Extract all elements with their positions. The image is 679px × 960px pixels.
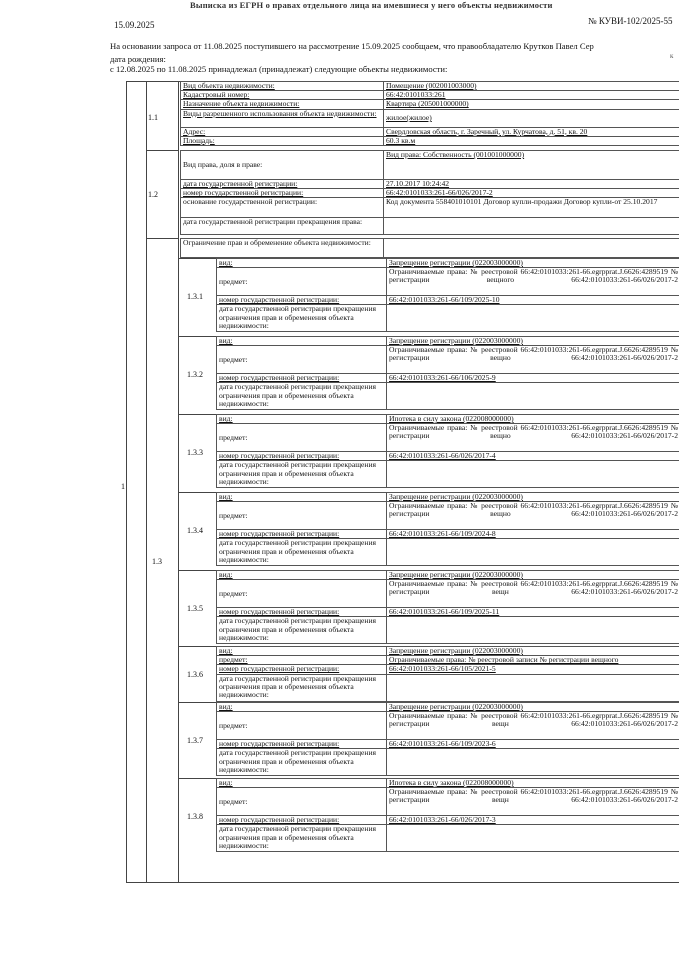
right-info-row bbox=[181, 198, 679, 218]
intro-tick: к bbox=[670, 52, 674, 60]
encumbrance-table bbox=[216, 414, 679, 488]
encumbrance-end-date-label: дата государственной регистрации прекращения ограничения прав и обременения объекта недвижимости: bbox=[217, 825, 387, 852]
object-info-row bbox=[181, 82, 679, 91]
encumbrance-row-kind bbox=[217, 415, 679, 424]
encumbrance-subject-value: Ограничиваемые права: № реестровой 66:42:0101033:261-66.egrpprat.J.6626:4289519 № регистрации вещного 66:42:0101033:261-66/026/2017-2 bbox=[387, 268, 679, 296]
encumbrance-title: Ограничение прав и обременение объекта недвижимости: bbox=[181, 239, 384, 258]
encumbrance-reg-no-value: 66:42:0101033:261-66/106/2025-9 bbox=[387, 374, 679, 383]
right-info-label: номер государственной регистрации: bbox=[181, 189, 384, 198]
encumbrance-subject-label: предмет: bbox=[217, 712, 387, 740]
encumbrance-row-subject bbox=[217, 502, 679, 530]
encumbrance-end-date-label: дата государственной регистрации прекращения ограничения прав и обременения объекта недвижимости: bbox=[217, 539, 387, 566]
encumbrance-kind-value: Запрещение регистрации (022003000000) bbox=[387, 703, 679, 712]
encumbrance-number-cell bbox=[178, 702, 217, 776]
encumbrance-row-kind bbox=[217, 571, 679, 580]
encumbrance-row-kind bbox=[217, 259, 679, 268]
object-info-row bbox=[181, 91, 679, 100]
encumbrance-reg-no-value: 66:42:0101033:261-66/105/2021-5 bbox=[387, 665, 679, 674]
encumbrance-table bbox=[216, 702, 679, 776]
right-info-value bbox=[384, 218, 679, 235]
encumbrance-kind-value: Ипотека в силу закона (022008000000) bbox=[387, 415, 679, 424]
encumbrance-end-date-value bbox=[387, 383, 679, 410]
encumbrance-row-end-date bbox=[217, 539, 679, 566]
object-info-row bbox=[181, 109, 679, 127]
encumbrance-row-reg-no bbox=[217, 665, 679, 674]
encumbrance-row-reg-no bbox=[217, 608, 679, 617]
encumbrance-number-cell bbox=[178, 258, 217, 332]
object-info-row bbox=[181, 127, 679, 136]
encumbrance-number-cell bbox=[178, 492, 217, 566]
right-info-value: 66:42:0101033:261-66/026/2017-2 bbox=[384, 189, 679, 198]
object-info-value: Свердловская область, г. Заречный, ул. Курчатова, д. 51, кв. 20 bbox=[384, 127, 679, 136]
encumbrance-subject-label: предмет: bbox=[217, 346, 387, 374]
encumbrance-kind-value: Запрещение регистрации (022003000000) bbox=[387, 571, 679, 580]
encumbrance-subject-value: Ограничиваемые права: № реестровой 66:42:0101033:261-66.egrpprat.J.6626:4289519 № регистрации вещн 66:42:0101033:261-66/026/2017-2 bbox=[387, 712, 679, 740]
encumbrance-row-subject bbox=[217, 656, 679, 665]
encumbrance-row-end-date bbox=[217, 383, 679, 410]
encumbrance-number-cell bbox=[178, 336, 217, 410]
object-info-label: Назначение объекта недвижимости: bbox=[181, 100, 384, 109]
encumbrance-end-date-label: дата государственной регистрации прекращения ограничения прав и обременения объекта недвижимости: bbox=[217, 674, 387, 701]
encumbrance-reg-no-label: номер государственной регистрации: bbox=[217, 740, 387, 749]
encumbrance-number: 1.3.6 bbox=[187, 670, 203, 679]
right-info-label: Вид права, доля в праве: bbox=[181, 151, 384, 180]
encumbrance-end-date-label: дата государственной регистрации прекращения ограничения прав и обременения объекта недвижимости: bbox=[217, 617, 387, 644]
section-divider bbox=[146, 150, 178, 151]
object-info-value: жилое(жилое) bbox=[384, 109, 679, 127]
intro-line-1: На основании запроса от 11.08.2025 поступившего на рассмотрение 15.09.2025 сообщаем, что правообладателю Крутков Павел Сер bbox=[110, 41, 594, 51]
right-info-row bbox=[181, 189, 679, 198]
encumbrance-end-date-label: дата государственной регистрации прекращения ограничения прав и обременения объекта недвижимости: bbox=[217, 305, 387, 332]
encumbrance-title-value bbox=[384, 239, 679, 258]
encumbrance-number-cell bbox=[178, 778, 217, 852]
object-info-label: Виды разрешенного использования объекта недвижимости: bbox=[181, 109, 384, 127]
encumbrance-kind-label: вид: bbox=[217, 703, 387, 712]
encumbrance-end-date-label: дата государственной регистрации прекращения ограничения прав и обременения объекта недвижимости: bbox=[217, 461, 387, 488]
right-info-row bbox=[181, 180, 679, 189]
encumbrance-row-end-date bbox=[217, 461, 679, 488]
section-number-column bbox=[146, 81, 179, 883]
encumbrance-reg-no-label: номер государственной регистрации: bbox=[217, 530, 387, 539]
encumbrance-reg-no-value: 66:42:0101033:261-66/026/2017-4 bbox=[387, 452, 679, 461]
encumbrance-row-end-date bbox=[217, 749, 679, 776]
right-info-label: дата государственной регистрации: bbox=[181, 180, 384, 189]
encumbrance-subject-label: предмет: bbox=[217, 788, 387, 816]
object-info-value: 66:42:0101033:261 bbox=[384, 91, 679, 100]
intro-line-2: дата рождения: bbox=[110, 54, 166, 64]
encumbrance-table bbox=[216, 778, 679, 852]
encumbrance-subject-label: предмет: bbox=[217, 502, 387, 530]
encumbrance-number: 1.3.8 bbox=[187, 812, 203, 821]
encumbrance-row-subject bbox=[217, 268, 679, 296]
encumbrance-subject-value: Ограничиваемые права: № реестровой 66:42:0101033:261-66.egrpprat.J.6626:4289519 № регистрации вещно 66:42:0101033:261-66/026/2017-2 bbox=[387, 502, 679, 530]
encumbrance-kind-label: вид: bbox=[217, 571, 387, 580]
encumbrance-subject-value: Ограничиваемые права: № реестровой 66:42:0101033:261-66.egrpprat.J.6626:4289519 № регистрации вещно 66:42:0101033:261-66/026/2017-2 bbox=[387, 424, 679, 452]
encumbrance-kind-value: Запрещение регистрации (022003000000) bbox=[387, 259, 679, 268]
encumbrance-subject-value: Ограничиваемые права: № реестровой 66:42:0101033:261-66.egrpprat.J.6626:4289519 № регистрации вещн 66:42:0101033:261-66/026/2017-2 bbox=[387, 788, 679, 816]
encumbrance-kind-label: вид: bbox=[217, 493, 387, 502]
encumbrance-row-kind bbox=[217, 703, 679, 712]
object-info-value: Помещение (002001003000) bbox=[384, 82, 679, 91]
right-info-label: дата государственной регистрации прекращения права: bbox=[181, 218, 384, 235]
encumbrance-row-end-date bbox=[217, 617, 679, 644]
intro-line-3: с 12.08.2025 по 11.08.2025 принадлежал (принадлежат) следующие объекты недвижимости: bbox=[110, 64, 448, 74]
encumbrance-end-date-value bbox=[387, 305, 679, 332]
encumbrance-number-cell bbox=[178, 646, 217, 701]
encumbrance-end-date-value bbox=[387, 617, 679, 644]
encumbrance-row-end-date bbox=[217, 305, 679, 332]
encumbrance-kind-label: вид: bbox=[217, 779, 387, 788]
encumbrance-reg-no-label: номер государственной регистрации: bbox=[217, 374, 387, 383]
encumbrance-reg-no-value: 66:42:0101033:261-66/026/2017-3 bbox=[387, 816, 679, 825]
encumbrance-kind-value: Запрещение регистрации (022003000000) bbox=[387, 337, 679, 346]
encumbrance-table bbox=[216, 570, 679, 644]
encumbrance-row-reg-no bbox=[217, 452, 679, 461]
encumbrance-row-reg-no bbox=[217, 816, 679, 825]
encumbrance-table bbox=[216, 258, 679, 332]
encumbrance-end-date-value bbox=[387, 461, 679, 488]
encumbrance-end-date-value bbox=[387, 674, 679, 701]
record-number-column bbox=[126, 81, 147, 883]
encumbrance-title-table bbox=[180, 238, 679, 258]
encumbrance-row-subject bbox=[217, 788, 679, 816]
encumbrance-end-date-label: дата государственной регистрации прекращения ограничения прав и обременения объекта недвижимости: bbox=[217, 749, 387, 776]
object-info-label: Вид объекта недвижимости: bbox=[181, 82, 384, 91]
object-info-row bbox=[181, 136, 679, 145]
encumbrance-kind-value: Запрещение регистрации (022003000000) bbox=[387, 493, 679, 502]
encumbrance-end-date-value bbox=[387, 749, 679, 776]
encumbrance-row-reg-no bbox=[217, 530, 679, 539]
encumbrance-end-date-value bbox=[387, 825, 679, 852]
encumbrance-end-date-value bbox=[387, 539, 679, 566]
right-info-row bbox=[181, 151, 679, 180]
encumbrance-subject-label: предмет: bbox=[217, 268, 387, 296]
encumbrance-table bbox=[216, 646, 679, 702]
encumbrance-reg-no-label: номер государственной регистрации: bbox=[217, 296, 387, 305]
encumbrance-number: 1.3.7 bbox=[187, 736, 203, 745]
encumbrance-subject-label: предмет: bbox=[217, 580, 387, 608]
encumbrance-number-cell bbox=[178, 570, 217, 644]
encumbrance-row-kind bbox=[217, 493, 679, 502]
encumbrance-reg-no-label: номер государственной регистрации: bbox=[217, 665, 387, 674]
encumbrance-subject-label: предмет: bbox=[217, 424, 387, 452]
encumbrance-row-end-date bbox=[217, 825, 679, 852]
encumbrance-number: 1.3.3 bbox=[187, 448, 203, 457]
right-info-value: 27.10.2017 10:24:42 bbox=[384, 180, 679, 189]
encumbrance-number-cell bbox=[178, 414, 217, 488]
encumbrance-row-kind bbox=[217, 779, 679, 788]
encumbrance-kind-label: вид: bbox=[217, 337, 387, 346]
encumbrance-row-reg-no bbox=[217, 296, 679, 305]
encumbrance-number: 1.3.5 bbox=[187, 604, 203, 613]
encumbrance-subject-label: предмет: bbox=[217, 656, 387, 665]
encumbrance-reg-no-label: номер государственной регистрации: bbox=[217, 608, 387, 617]
document-number: № КУВИ-102/2025-55 bbox=[588, 16, 673, 26]
section-divider bbox=[146, 238, 178, 239]
encumbrance-table bbox=[216, 336, 679, 410]
encumbrance-number: 1.3.4 bbox=[187, 526, 203, 535]
encumbrance-row-subject bbox=[217, 712, 679, 740]
encumbrance-reg-no-value: 66:42:0101033:261-66/109/2025-11 bbox=[387, 608, 679, 617]
encumbrance-reg-no-value: 66:42:0101033:261-66/109/2023-6 bbox=[387, 740, 679, 749]
object-info-label: Кадастровый номер: bbox=[181, 91, 384, 100]
section-number-1-1: 1.1 bbox=[148, 113, 158, 122]
object-info-value: Квартира (205001000000) bbox=[384, 100, 679, 109]
encumbrance-kind-value: Ипотека в силу закона (022008000000) bbox=[387, 779, 679, 788]
object-info-row bbox=[181, 100, 679, 109]
right-info-value: Вид права: Собственность (001001000000) bbox=[384, 151, 679, 180]
encumbrance-reg-no-value: 66:42:0101033:261-66/109/2025-10 bbox=[387, 296, 679, 305]
encumbrance-row-end-date bbox=[217, 674, 679, 701]
encumbrance-row-subject bbox=[217, 580, 679, 608]
object-info-label: Адрес: bbox=[181, 127, 384, 136]
encumbrance-reg-no-label: номер государственной регистрации: bbox=[217, 816, 387, 825]
section-number-1-3: 1.3 bbox=[152, 557, 162, 566]
record-number: 1 bbox=[121, 482, 125, 491]
encumbrance-reg-no-value: 66:42:0101033:261-66/109/2024-8 bbox=[387, 530, 679, 539]
right-info-label: основание государственной регистрации: bbox=[181, 198, 384, 218]
object-info-table bbox=[180, 81, 679, 146]
encumbrance-row-kind bbox=[217, 647, 679, 656]
encumbrance-table bbox=[216, 492, 679, 566]
encumbrance-kind-label: вид: bbox=[217, 259, 387, 268]
right-info-value: Код документа 558401010101 Договор купли-продажи Договор купли-от 25.10.2017 bbox=[384, 198, 679, 218]
document-date: 15.09.2025 bbox=[114, 20, 155, 30]
encumbrance-row-kind bbox=[217, 337, 679, 346]
encumbrance-subject-value: Ограничиваемые права: № реестровой записи № регистрации вещного bbox=[387, 656, 679, 665]
encumbrance-row-subject bbox=[217, 424, 679, 452]
encumbrance-kind-label: вид: bbox=[217, 415, 387, 424]
encumbrance-row-reg-no bbox=[217, 740, 679, 749]
object-info-label: Площадь: bbox=[181, 136, 384, 145]
encumbrance-kind-label: вид: bbox=[217, 647, 387, 656]
right-info-table bbox=[180, 150, 679, 235]
encumbrance-row-subject bbox=[217, 346, 679, 374]
encumbrance-subject-value: Ограничиваемые права: № реестровой 66:42:0101033:261-66.egrpprat.J.6626:4289519 № регистрации вещно 66:42:0101033:261-66/026/2017-2 bbox=[387, 346, 679, 374]
encumbrance-kind-value: Запрещение регистрации (022003000000) bbox=[387, 647, 679, 656]
section-number-1-2: 1.2 bbox=[148, 190, 158, 199]
document-title: Выписка из ЕГРН о правах отдельного лица на имевшиеся у него объекты недвижимости bbox=[190, 0, 553, 10]
encumbrance-reg-no-label: номер государственной регистрации: bbox=[217, 452, 387, 461]
right-info-row bbox=[181, 218, 679, 235]
encumbrance-number: 1.3.2 bbox=[187, 370, 203, 379]
encumbrance-row-reg-no bbox=[217, 374, 679, 383]
encumbrance-number: 1.3.1 bbox=[187, 292, 203, 301]
encumbrance-end-date-label: дата государственной регистрации прекращения ограничения прав и обременения объекта недвижимости: bbox=[217, 383, 387, 410]
object-info-value: 60.3 кв.м bbox=[384, 136, 679, 145]
encumbrance-subject-value: Ограничиваемые права: № реестровой 66:42:0101033:261-66.egrpprat.J.6626:4289519 № регистрации вещн 66:42:0101033:261-66/026/2017-2 bbox=[387, 580, 679, 608]
